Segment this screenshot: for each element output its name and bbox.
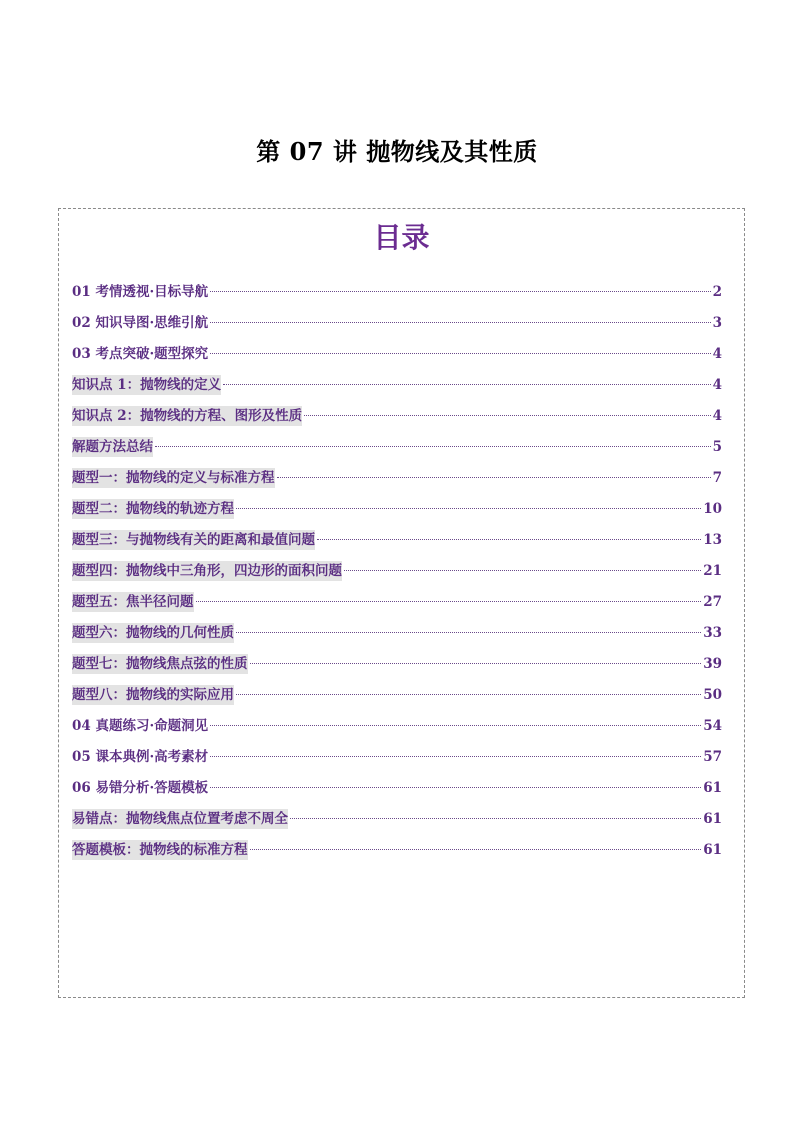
toc-entry-page-number[interactable]: 27 [703, 594, 722, 610]
toc-entry[interactable] [72, 401, 722, 432]
toc-entry[interactable] [72, 525, 722, 556]
toc-entry-label[interactable]: 题型二：抛物线的轨迹方程 [72, 501, 234, 517]
toc-entry[interactable] [72, 587, 722, 618]
toc-entry-page-number[interactable]: 4 [712, 408, 722, 424]
toc-dot-leader [250, 849, 702, 850]
toc-entry[interactable] [72, 370, 722, 401]
toc-entry[interactable] [72, 711, 722, 742]
toc-entry[interactable] [72, 277, 722, 308]
toc-entry-page-number[interactable]: 50 [703, 687, 722, 703]
toc-dot-leader [236, 694, 701, 695]
toc-dot-leader [196, 601, 702, 602]
toc-entry[interactable] [72, 680, 722, 711]
toc-entry-page-number[interactable]: 10 [703, 501, 722, 517]
toc-entry-label[interactable]: 题型七：抛物线焦点弦的性质 [72, 656, 248, 672]
toc-entry-label[interactable]: 05 课本典例·高考素材 [72, 749, 209, 765]
toc-entry[interactable] [72, 494, 722, 525]
toc-dot-leader [236, 632, 701, 633]
toc-entry-page-number[interactable]: 57 [703, 749, 722, 765]
table-of-contents [58, 208, 745, 998]
toc-entry-label[interactable]: 题型五：焦半径问题 [72, 594, 194, 610]
toc-entry[interactable] [72, 804, 722, 835]
toc-dot-leader [155, 446, 711, 447]
toc-dot-leader [223, 384, 711, 385]
toc-entry-page-number[interactable]: 61 [703, 842, 722, 858]
toc-entry[interactable] [72, 835, 722, 866]
toc-entry[interactable] [72, 556, 722, 587]
toc-dot-leader [210, 756, 701, 757]
toc-entry[interactable] [72, 649, 722, 680]
toc-entry-page-number[interactable]: 61 [703, 811, 722, 827]
toc-entry-page-number[interactable]: 13 [703, 532, 722, 548]
toc-entry-label[interactable]: 知识点 2：抛物线的方程、图形及性质 [72, 408, 303, 424]
toc-heading: 目录 [373, 221, 430, 254]
toc-dot-leader [210, 291, 710, 292]
toc-entry-page-number[interactable]: 54 [703, 718, 722, 734]
toc-entry-label[interactable]: 答题模板：抛物线的标准方程 [72, 842, 248, 858]
toc-dot-leader [290, 818, 701, 819]
toc-entry-label[interactable]: 知识点 1：抛物线的定义 [72, 377, 222, 393]
toc-list [72, 277, 722, 866]
toc-dot-leader [250, 663, 702, 664]
toc-entry-page-number[interactable]: 39 [703, 656, 722, 672]
toc-entry-page-number[interactable]: 4 [712, 346, 722, 362]
toc-entry-page-number[interactable]: 7 [712, 470, 722, 486]
toc-entry[interactable] [72, 463, 722, 494]
toc-dot-leader [210, 322, 710, 323]
toc-entry-page-number[interactable]: 21 [703, 563, 722, 579]
toc-dot-leader [344, 570, 701, 571]
toc-entry[interactable] [72, 773, 722, 804]
toc-entry[interactable] [72, 339, 722, 370]
toc-entry[interactable] [72, 432, 722, 463]
toc-entry-label[interactable]: 03 考点突破·题型探究 [72, 346, 209, 362]
toc-entry[interactable] [72, 308, 722, 339]
toc-dot-leader [236, 508, 701, 509]
toc-entry[interactable] [72, 618, 722, 649]
toc-entry-label[interactable]: 题型一：抛物线的定义与标准方程 [72, 470, 275, 486]
toc-entry-label[interactable]: 02 知识导图·思维引航 [72, 315, 209, 331]
toc-entry-label[interactable]: 06 易错分析·答题模板 [72, 780, 209, 796]
toc-entry-label[interactable]: 题型三：与抛物线有关的距离和最值问题 [72, 532, 315, 548]
toc-dot-leader [210, 787, 701, 788]
toc-dot-leader [277, 477, 711, 478]
toc-entry-label[interactable]: 题型四：抛物线中三角形，四边形的面积问题 [72, 563, 342, 579]
toc-dot-leader [317, 539, 701, 540]
toc-entry-label[interactable]: 题型八：抛物线的实际应用 [72, 687, 234, 703]
toc-dot-leader [304, 415, 711, 416]
toc-entry-page-number[interactable]: 3 [712, 315, 722, 331]
toc-entry-page-number[interactable]: 61 [703, 780, 722, 796]
toc-dot-leader [210, 725, 701, 726]
toc-entry[interactable] [72, 742, 722, 773]
toc-entry-label[interactable]: 易错点：抛物线焦点位置考虑不周全 [72, 811, 288, 827]
toc-entry-label[interactable]: 题型六：抛物线的几何性质 [72, 625, 234, 641]
toc-entry-page-number[interactable]: 33 [703, 625, 722, 641]
toc-entry-page-number[interactable]: 2 [712, 284, 722, 300]
toc-entry-label[interactable]: 01 考情透视·目标导航 [72, 284, 209, 300]
toc-entry-page-number[interactable]: 4 [712, 377, 722, 393]
toc-dot-leader [210, 353, 710, 354]
toc-entry-page-number[interactable]: 5 [712, 439, 722, 455]
document-title: 第 07 讲 抛物线及其性质 [256, 137, 538, 166]
toc-entry-label[interactable]: 04 真题练习·命题洞见 [72, 718, 209, 734]
toc-entry-label[interactable]: 解题方法总结 [72, 439, 153, 455]
